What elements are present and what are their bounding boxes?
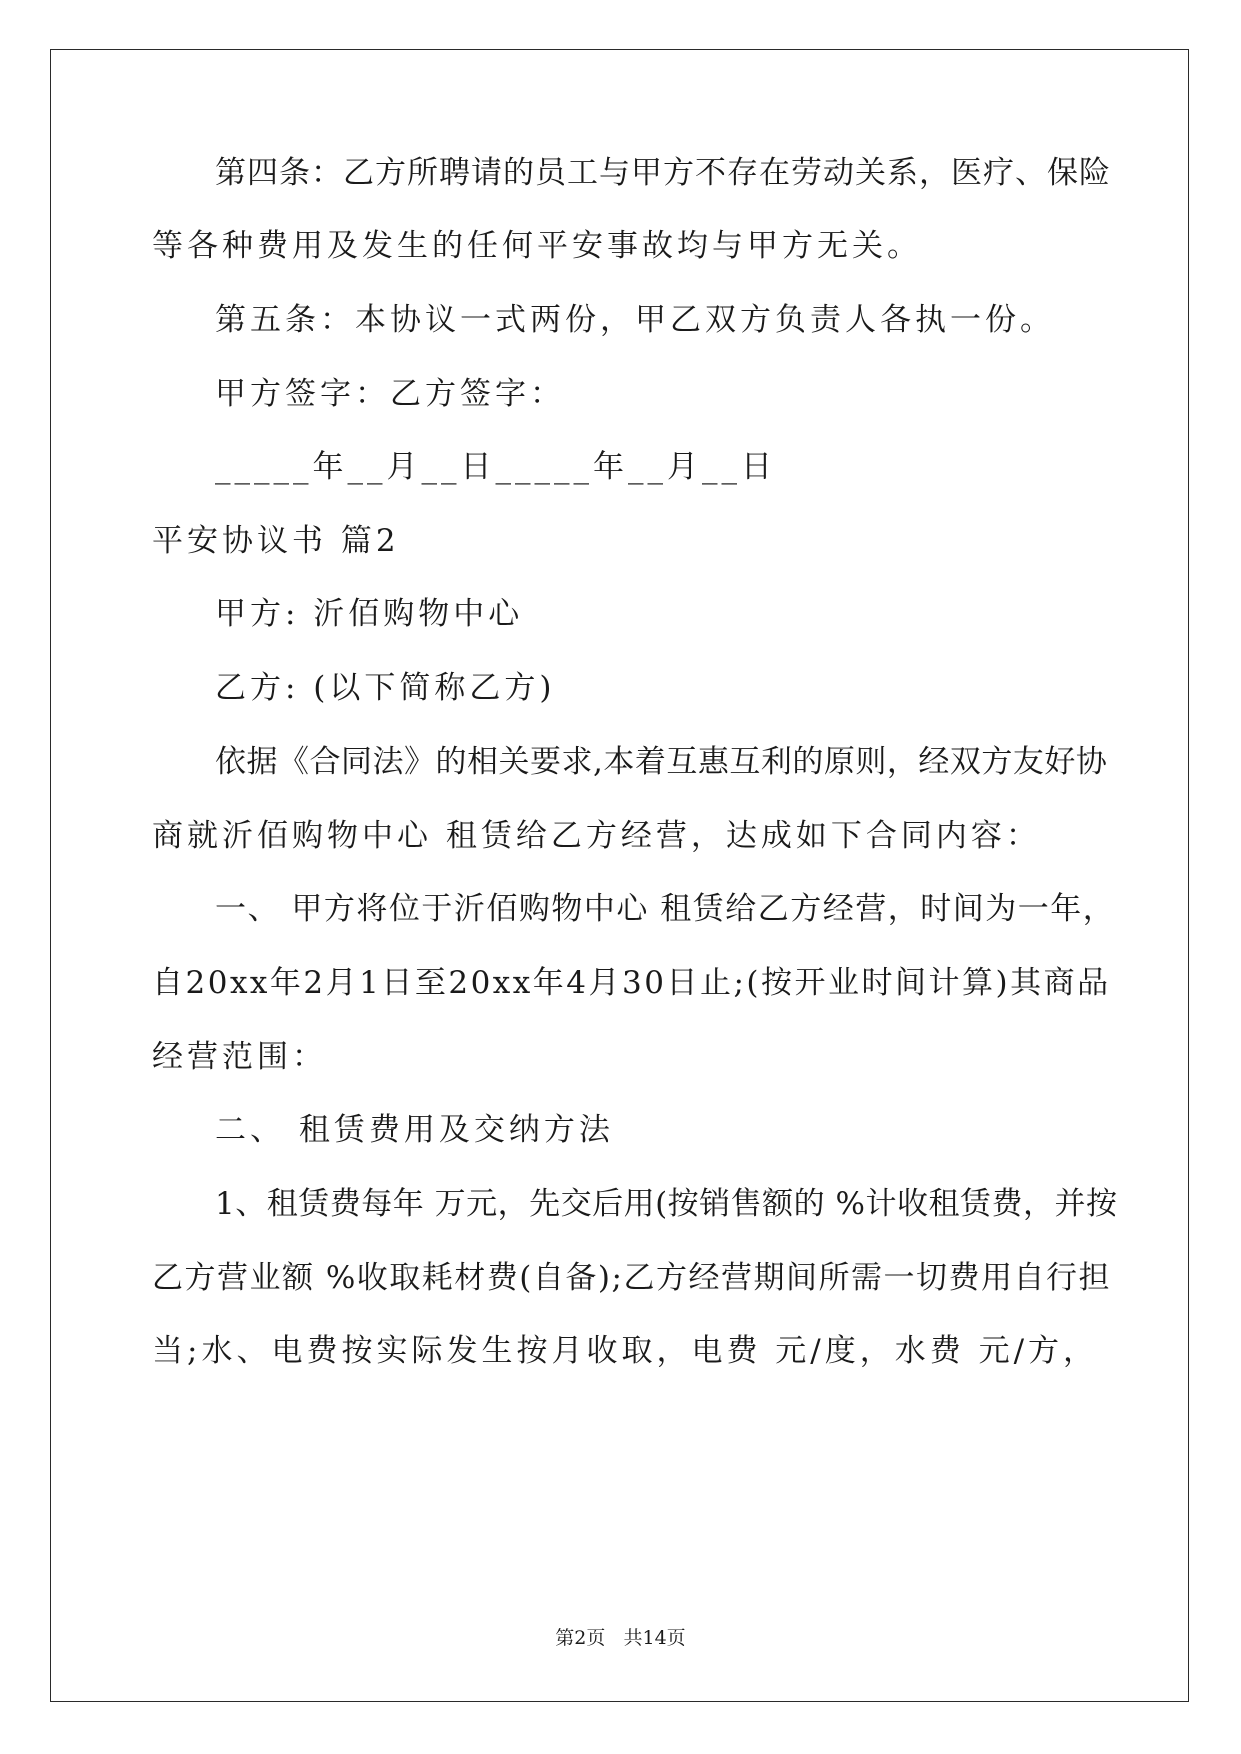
party-a-line: 甲方: 沂佰购物中心: [215, 596, 524, 632]
paragraph-line: 第四条：乙方所聘请的员工与甲方不存在劳动关系，医疗、保险: [215, 155, 1111, 191]
clause-line: 1、租赁费每年 万元，先交后用(按销售额的 %计收租赁费，并按: [215, 1186, 1118, 1222]
party-b-line: 乙方: (以下简称乙方): [215, 670, 556, 706]
page-number-footer: 第2页 共14页: [555, 1627, 686, 1649]
paragraph-line: 自20xx年2月1日至20xx年4月30日止;(按开业时间计算)其商品: [152, 965, 1111, 1001]
paragraph-line: 经营范围：: [152, 1039, 327, 1075]
paragraph-line: 等各种费用及发生的任何平安事故均与甲方无关。: [152, 228, 922, 264]
clause-line: 二、 租赁费用及交纳方法: [215, 1112, 614, 1148]
paragraph-line: 依据《合同法》的相关要求,本着互惠互利的原则，经双方友好协: [215, 744, 1108, 780]
paragraph-line: 第五条：本协议一式两份，甲乙双方负责人各执一份。: [215, 302, 1055, 338]
date-line: _____年__月__日_____年__月__日: [215, 449, 776, 485]
paragraph-line: 当;水、电费按实际发生按月收取，电费 元/度，水费 元/方，: [152, 1333, 1099, 1369]
signature-line: 甲方签字：乙方签字：: [215, 376, 565, 412]
page-border: [50, 49, 1189, 1702]
paragraph-line: 乙方营业额 %收取耗材费(自备);乙方经营期间所需一切费用自行担: [152, 1260, 1111, 1296]
paragraph-line: 商就沂佰购物中心 租赁给乙方经营，达成如下合同内容：: [152, 818, 1041, 854]
section-heading: 平安协议书 篇2: [152, 523, 400, 559]
clause-line: 一、 甲方将位于沂佰购物中心 租赁给乙方经营，时间为一年，: [215, 891, 1116, 927]
